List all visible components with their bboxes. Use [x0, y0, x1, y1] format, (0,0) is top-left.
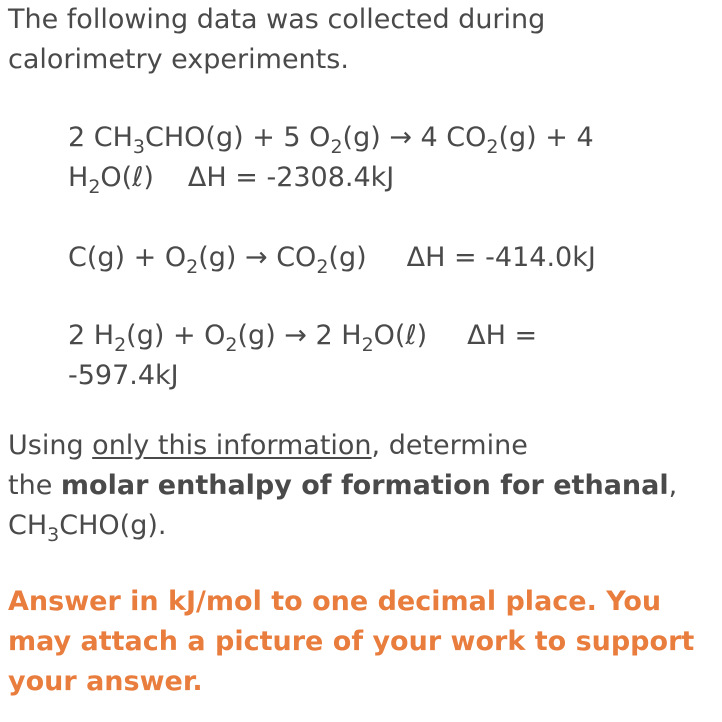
eq2-part: (g) [328, 242, 367, 273]
eq2-subscript: 2 [316, 256, 329, 278]
question-card [8, 0, 708, 702]
eq1-part: H [68, 162, 89, 193]
answer-line-3: your answer. [8, 666, 203, 697]
eq3-enthalpy-value: -597.4kJ [68, 360, 179, 391]
equation-3 [8, 316, 708, 396]
answer-line-2: may attach a picture of your work to support [8, 626, 695, 657]
eq3-part: (g) + O [126, 320, 226, 351]
question-part: , [668, 470, 678, 501]
eq1-part: (g) → 4 CO [342, 122, 487, 153]
eq3-subscript: 2 [361, 334, 374, 356]
question-text [8, 426, 708, 546]
equation-2 [8, 238, 708, 278]
eq3-enthalpy: ΔH = [467, 320, 538, 351]
eq3-part: O(ℓ) [373, 320, 428, 351]
eq1-enthalpy: ΔH = -2308.4kJ [187, 162, 395, 193]
eq2-subscript: 2 [186, 256, 199, 278]
eq1-subscript: 3 [132, 136, 146, 158]
eq2-part: C(g) + O [68, 242, 187, 273]
intro-text [8, 0, 708, 80]
question-emphasis: only this information [92, 430, 372, 461]
question-key-term: molar enthalpy of formation for ethanal [60, 470, 669, 501]
question-part: CHO(g). [59, 510, 167, 541]
question-part: Using [8, 430, 93, 461]
eq1-part: (g) + 4 [498, 122, 594, 153]
eq3-part: (g) → 2 H [237, 320, 362, 351]
eq3-subscript: 2 [114, 334, 127, 356]
answer-line-1: Answer in kJ/mol to one decimal place. You [8, 586, 662, 617]
eq1-part: CHO(g) + 5 O [145, 122, 331, 153]
question-part: CH [8, 510, 48, 541]
eq3-part: 2 H [68, 320, 115, 351]
eq2-enthalpy: ΔH = -414.0kJ [406, 242, 596, 273]
eq1-part: 2 CH [68, 122, 133, 153]
eq1-subscript: 2 [330, 136, 343, 158]
eq2-part: (g) → CO [198, 242, 317, 273]
intro-line-1: The following data was collected during [8, 4, 546, 35]
question-subscript: 3 [47, 524, 60, 546]
question-part: the [8, 470, 61, 501]
eq1-part: O(ℓ) [100, 162, 154, 193]
eq3-subscript: 2 [225, 334, 238, 356]
equation-1 [8, 118, 708, 198]
answer-instructions [8, 582, 708, 702]
intro-line-2: calorimetry experiments. [8, 44, 349, 75]
eq1-subscript: 2 [486, 136, 499, 158]
question-part: , determine [371, 430, 528, 461]
eq1-subscript: 2 [88, 176, 101, 198]
